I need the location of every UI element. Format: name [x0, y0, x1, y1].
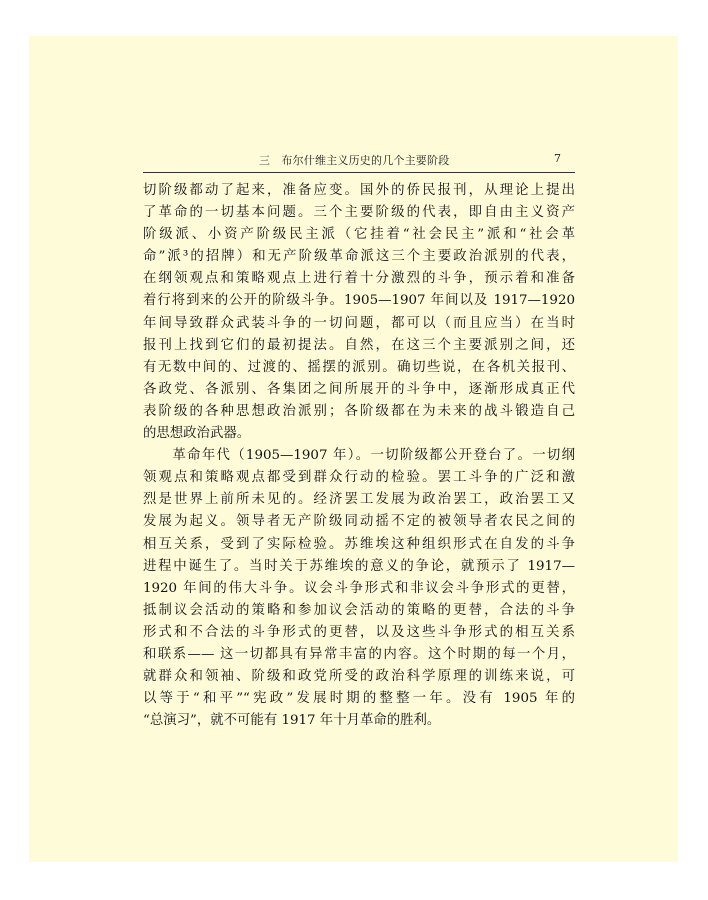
text-line: 领观点和策略观点都受到群众行动的检验。罢工斗争的广泛和激 — [143, 470, 575, 486]
text-line: 以等于“和平”“宪政”发展时期的整整一年。没有 1905 年的 — [143, 691, 575, 707]
text-line: 着行将到来的公开的阶级斗争。1905—1907 年间以及 1917—1920 — [143, 293, 575, 309]
text-line: 革命年代（1905—1907 年）。一切阶级都公开登台了。一切纲 — [143, 448, 575, 464]
text-line: 报刊上找到它们的最初提法。自然，在这三个主要派别之间，还 — [143, 337, 575, 353]
text-line: 的思想政治武器。 — [143, 426, 251, 442]
text-line: 烈是世界上前所未见的。经济罢工发展为政治罢工，政治罢工又 — [143, 492, 575, 508]
paragraph-1 — [143, 180, 575, 445]
text-line: 发展为起义。领导者无产阶级同动摇不定的被领导者农民之间的 — [143, 514, 575, 530]
text-line: “总演习”，就不可能有 1917 年十月革命的胜利。 — [143, 713, 441, 729]
text-line: 年间导致群众武装斗争的一切问题，都可以（而且应当）在当时 — [143, 315, 575, 331]
page-number: 7 — [554, 152, 561, 165]
text-line: 命”派³的招牌）和无产阶级革命派这三个主要政治派别的代表， — [143, 249, 575, 265]
chapter-title: 三 布尔什维主义历史的几个主要阶段 — [259, 154, 450, 167]
text-line: 了革命的一切基本问题。三个主要阶级的代表，即自由主义资产 — [143, 205, 575, 221]
text-line: 表阶级的各种思想政治派别；各阶级都在为未来的战斗锻造自己 — [143, 403, 575, 419]
body-text — [143, 180, 575, 732]
text-line: 1920 年间的伟大斗争。议会斗争形式和非议会斗争形式的更替， — [143, 580, 575, 596]
text-line: 形式和不合法的斗争形式的更替，以及这些斗争形式的相互关系 — [143, 624, 575, 640]
text-line: 在纲领观点和策略观点上进行着十分激烈的斗争，预示着和准备 — [143, 271, 575, 287]
text-line: 进程中诞生了。当时关于苏维埃的意义的争论，就预示了 1917— — [143, 558, 575, 574]
text-line: 各政党、各派别、各集团之间所展开的斗争中，逐渐形成真正代 — [143, 381, 575, 397]
text-line: 有无数中间的、过渡的、摇摆的派别。确切些说，在各机关报刊、 — [143, 359, 575, 375]
paragraph-2 — [143, 445, 575, 732]
text-line: 就群众和领袖、阶级和政党所受的政治科学原理的训练来说，可 — [143, 669, 575, 685]
running-header — [143, 152, 575, 173]
text-line: 相互关系，受到了实际检验。苏维埃这种组织形式在自发的斗争 — [143, 536, 575, 552]
text-line: 阶级派、小资产阶级民主派（它挂着“社会民主”派和“社会革 — [143, 227, 575, 243]
text-line: 切阶级都动了起来，准备应变。国外的侨民报刊，从理论上提出 — [143, 183, 575, 198]
text-line: 抵制议会活动的策略和参加议会活动的策略的更替，合法的斗争 — [143, 602, 575, 618]
text-line: 和联系—— 这一切都具有异常丰富的内容。这个时期的每一个月， — [143, 646, 575, 662]
